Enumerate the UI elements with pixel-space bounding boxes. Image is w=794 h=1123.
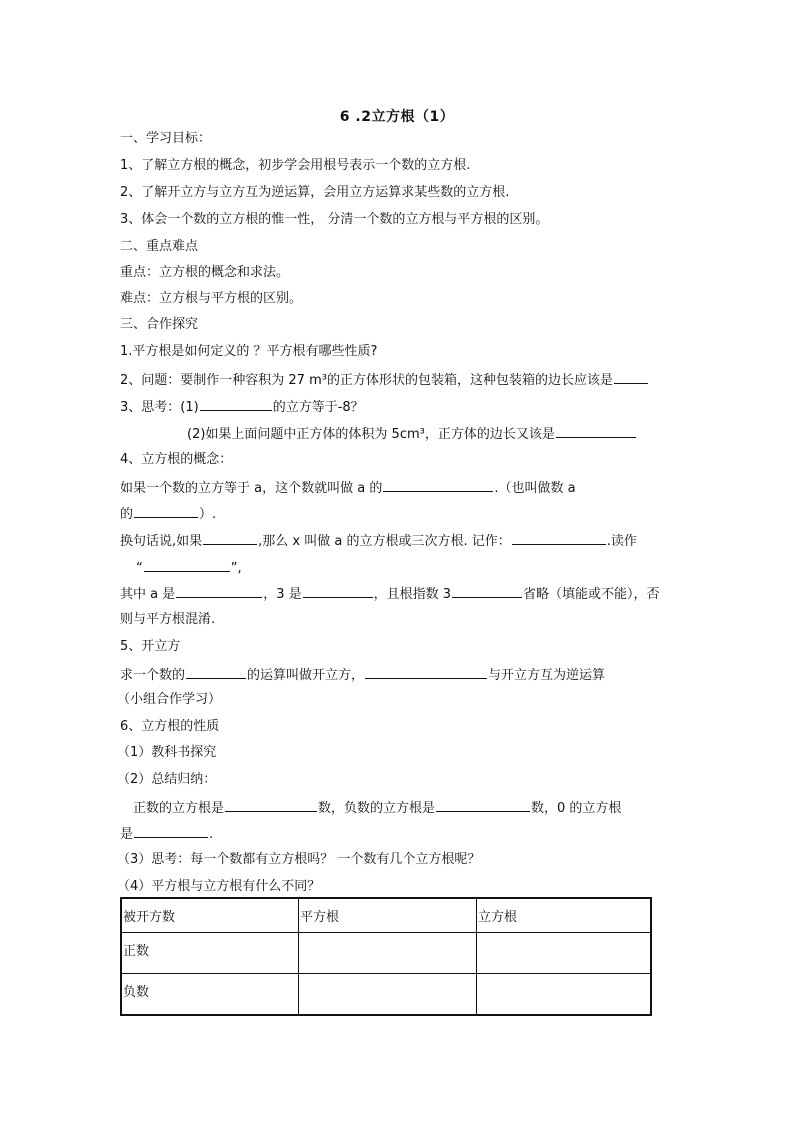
question-4-heading: 4、立方根的概念：	[120, 452, 233, 467]
property-line-cont	[120, 825, 213, 843]
answer-blank[interactable]	[383, 479, 493, 492]
index-text: 省略（填能或不能），否	[523, 587, 660, 602]
definition-text: 如果一个数的立方等于 a，这个数就叫做 a 的	[120, 481, 383, 496]
quote-close: ”,	[230, 561, 242, 576]
index-text: ，且根指数 3	[373, 587, 452, 602]
answer-blank[interactable]	[365, 666, 487, 679]
answer-blank[interactable]	[225, 799, 317, 812]
extraction-text: 的运算叫做开立方，	[247, 668, 365, 683]
answer-blank[interactable]	[452, 585, 522, 598]
answer-blank[interactable]	[144, 559, 230, 572]
answer-blank[interactable]	[512, 532, 606, 545]
difficult-point: 难点：立方根与平方根的区别。	[120, 291, 303, 306]
definition-text: ）.	[199, 507, 217, 522]
notation-text: ,那么 x 叫做 a 的立方根或三次方根. 记作：	[258, 534, 511, 549]
question-3-part-2	[187, 425, 637, 443]
table-header-cell: 立方根	[477, 898, 652, 933]
question-2-text: 2、问题：要制作一种容积为 27 m³的正方体形状的包装箱，这种包装箱的边长应该是	[120, 373, 613, 388]
quote-open: “	[136, 561, 143, 576]
answer-blank[interactable]	[200, 398, 272, 411]
question-2	[120, 371, 649, 389]
cube-root-definition-cont	[120, 505, 216, 523]
notation-line	[120, 532, 637, 550]
answer-blank[interactable]	[176, 585, 262, 598]
goal-3: 3、体会一个数的立方根的惟一性， 分清一个数的立方根与平方根的区别。	[120, 212, 549, 227]
question-5-heading: 5、开立方	[120, 639, 181, 654]
table-header-cell: 平方根	[299, 898, 477, 933]
table-row-label: 负数	[121, 974, 299, 1016]
table-answer-cell[interactable]	[299, 974, 477, 1016]
section-1-heading: 一、学习目标：	[120, 131, 212, 146]
table-row	[121, 933, 651, 974]
definition-text: .（也叫做数 a	[494, 481, 576, 496]
property-line	[133, 799, 621, 817]
property-text: 数，0 的立方根	[531, 801, 622, 816]
property-text: 是	[120, 827, 134, 842]
reading-line	[136, 559, 242, 577]
answer-blank[interactable]	[134, 825, 208, 838]
extraction-text: 与开立方互为逆运算	[488, 668, 606, 683]
table-answer-cell[interactable]	[299, 933, 477, 974]
question-3	[120, 398, 364, 416]
textbook-explore: （1）教科书探究	[117, 745, 217, 760]
answer-blank[interactable]	[556, 425, 636, 438]
property-text: 数，负数的立方根是	[318, 801, 436, 816]
key-point: 重点：立方根的概念和求法。	[120, 265, 290, 280]
table-row	[121, 974, 651, 1016]
section-3-heading: 三、合作探究	[120, 317, 199, 332]
table-header-cell: 被开方数	[121, 898, 299, 933]
comparison-table	[120, 897, 652, 1016]
index-line-cont: 则与平方根混淆.	[120, 612, 216, 627]
group-study-note: （小组合作学习）	[117, 692, 222, 707]
property-text: 正数的立方根是	[133, 801, 225, 816]
question-1: 1.平方根是如何定义的 ？平方根有哪些性质?	[120, 344, 378, 359]
notation-text: .读作	[606, 534, 637, 549]
question-3-text: (2)如果上面问题中正方体的体积为 5cm³，正方体的边长又该是	[187, 427, 555, 442]
goal-1: 1、了解立方根的概念，初步学会用根号表示一个数的立方根.	[120, 158, 471, 173]
question-3-text: 3、思考：(1)	[120, 400, 199, 415]
answer-blank[interactable]	[303, 585, 373, 598]
summary-heading: （2）总结归纳：	[117, 772, 217, 787]
table-answer-cell[interactable]	[477, 933, 652, 974]
answer-blank[interactable]	[614, 371, 648, 384]
answer-blank[interactable]	[134, 505, 198, 518]
notation-text: 换句话说,如果	[120, 534, 203, 549]
think-question: （3）思考：每一个数都有立方根吗？ 一个数有几个立方根呢？	[117, 852, 481, 867]
index-text: ，3 是	[263, 587, 302, 602]
goal-2: 2、了解开立方与立方互为逆运算，会用立方运算求某些数的立方根.	[120, 185, 510, 200]
table-row-label: 正数	[121, 933, 299, 974]
page-title: 6 .2立方根（1）	[339, 109, 455, 125]
question-3-text: 的立方等于-8？	[272, 400, 364, 415]
cube-root-definition	[120, 479, 576, 497]
property-text: .	[209, 827, 214, 842]
extraction-definition	[120, 666, 605, 684]
answer-blank[interactable]	[186, 666, 246, 679]
table-header-row	[121, 898, 651, 933]
definition-text: 的	[120, 507, 134, 522]
question-6-heading: 6、立方根的性质	[120, 719, 220, 734]
section-2-heading: 二、重点难点	[120, 239, 199, 254]
table-answer-cell[interactable]	[477, 974, 652, 1016]
extraction-text: 求一个数的	[120, 668, 186, 683]
index-line	[120, 585, 660, 603]
index-text: 其中 a 是	[120, 587, 176, 602]
answer-blank[interactable]	[203, 532, 257, 545]
compare-question: （4）平方根与立方根有什么不同？	[117, 879, 321, 894]
answer-blank[interactable]	[436, 799, 530, 812]
